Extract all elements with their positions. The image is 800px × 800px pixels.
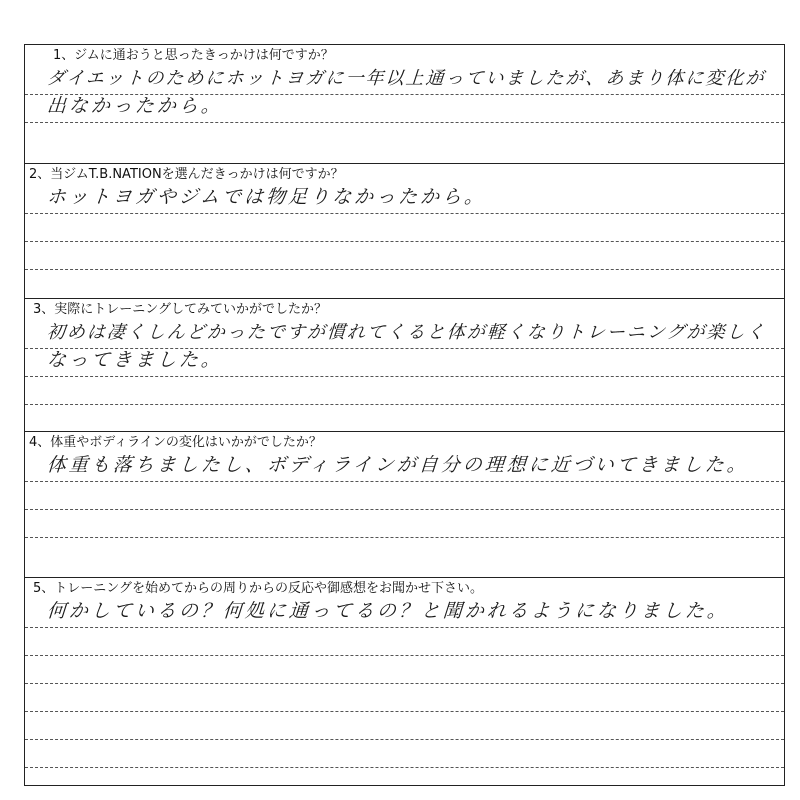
answer-line (25, 656, 784, 684)
section-q5 (25, 577, 784, 789)
answer-line (25, 740, 784, 768)
answer-line (25, 768, 784, 796)
answer-line (25, 538, 784, 566)
question-3: 3、実際にトレーニングしてみていかがでしたか？ (33, 302, 328, 317)
answer-line (25, 510, 784, 538)
answer-line (25, 242, 784, 270)
answer-text: 何かしているの？何処に通ってるの？と聞かれるようになりました。 (46, 600, 730, 622)
section-q4 (25, 431, 784, 577)
answer-line (25, 95, 784, 123)
question-2: 2、当ジムT.B.NATIONを選んだきっかけは何ですか？ (29, 167, 344, 182)
answer-line (25, 186, 784, 214)
answer-line (25, 600, 784, 628)
answer-lines-1 (25, 67, 784, 151)
answer-line (25, 123, 784, 151)
answer-text: 出なかったから。 (46, 95, 224, 117)
answer-text: ホットヨガやジムでは物足りなかったから。 (46, 186, 487, 208)
answer-line (25, 270, 784, 298)
answer-line (25, 405, 784, 433)
answer-line (25, 712, 784, 740)
question-4: 4、体重やボディラインの変化はいかがでしたか？ (29, 435, 322, 450)
answer-lines-5 (25, 600, 784, 796)
answer-text: 初めは凄くしんどかったですが慣れてくると体が軽くなりトレーニングが楽しく (46, 322, 768, 343)
section-q3 (25, 298, 784, 431)
section-q1 (25, 45, 784, 163)
answer-line (25, 454, 784, 482)
section-q2 (25, 163, 784, 298)
answer-lines-4 (25, 454, 784, 566)
answer-line (25, 628, 784, 656)
question-1: 1、ジムに通おうと思ったきっかけは何ですか？ (53, 48, 334, 63)
answer-line (25, 377, 784, 405)
answer-line (25, 214, 784, 242)
answer-line (25, 349, 784, 377)
answer-text: なってきました。 (46, 349, 224, 371)
questionnaire-sheet (24, 44, 785, 786)
answer-line (25, 482, 784, 510)
answer-lines-2 (25, 186, 784, 298)
answer-text: ダイエットのためにホットヨガに一年以上通っていましたが、あまり体に変化が (46, 68, 767, 89)
answer-text: 体重も落ちましたし、ボディラインが自分の理想に近づいてきました。 (46, 454, 750, 476)
question-5: 5、トレーニングを始めてからの周りからの反応や御感想をお聞かせ下さい。 (33, 581, 484, 596)
answer-lines-3 (25, 321, 784, 433)
answer-line (25, 684, 784, 712)
